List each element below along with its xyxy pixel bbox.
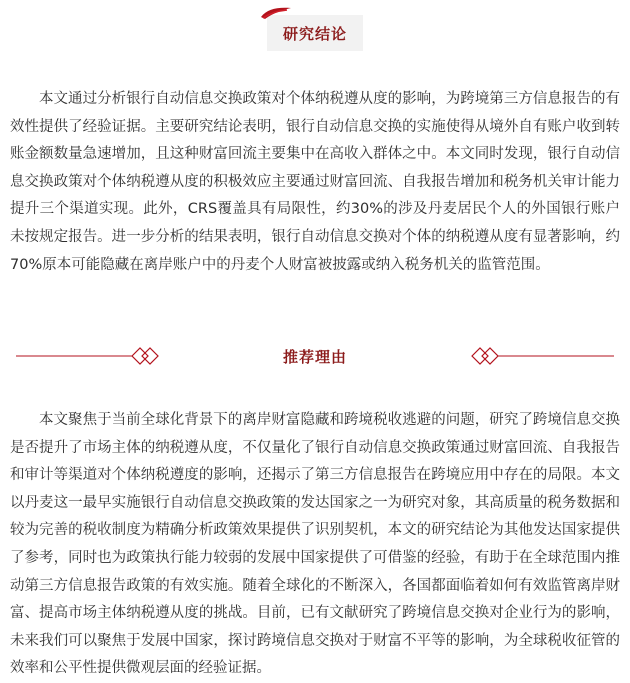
conclusion-paragraph: 本文通过分析银行自动信息交换政策对个体纳税遵从度的影响，为跨境第三方信息报告的有效性提供了经验证据。主要研究结论表明，银行自动信息交换的实施使得从境外自有账户收到转账金额数量急速增加，且这种财富回流主要集中在高收入群体之中。本文同时发现，银行自动信息交换政策对个体纳税遵从度的积极效应主要通过财富回流、自我报告增加和税务机关审计能力提升三个渠道实现。此外，CRS覆盖具有局限性，约30%的涉及丹麦居民个人的外国银行账户未按规定报告。进一步分析的结果表明，银行自动信息交换对个体的纳税遵从度有显著影响，约70%原本可能隐藏在离岸账户中的丹麦个人财富被披露或纳入税务机关的监管范围。 <box>10 91 620 273</box>
section-title-conclusion-text: 研究结论 <box>282 25 347 43</box>
section-title-conclusion <box>267 15 363 51</box>
section-divider-recommendation <box>0 341 630 371</box>
recommendation-paragraph: 本文聚焦于当前全球化背景下的离岸财富隐藏和跨境税收逃避的问题，研究了跨境信息交换是否提升了市场主体的纳税遵从度，不仅量化了银行自动信息交换政策通过财富回流、自我报告和审计等渠道对个体纳税遵度的影响，还揭示了第三方信息报告在跨境应用中存在的局限。本文以丹麦这一最早实施银行自动信息交换政策的发达国家之一为研究对象，其高质量的税务数据和较为完善的税收制度为精确分析政策效果提供了识别契机，本文的研究结论为其他发达国家提供了参考，同时也为政策执行能力较弱的发展中国家提供了可借鉴的经验，有助于在全球范围内推动第三方信息报告政策的有效实施。随着全球化的不断深入，各国都面临着如何有效监管离岸财富、提高市场主体纳税遵从度的挑战。目前，已有文献研究了跨境信息交换对企业行为的影响，未来我们可以聚焦于发展中国家，探讨跨境信息交换对于财富不平等的影响，为全球税收征管的效率和公平性提供微观层面的经验证据。 <box>10 412 620 677</box>
section-title-recommendation: 推荐理由 <box>282 348 347 366</box>
red-brush-stroke-icon <box>259 5 293 21</box>
section-title-conclusion-wrap <box>0 15 630 51</box>
